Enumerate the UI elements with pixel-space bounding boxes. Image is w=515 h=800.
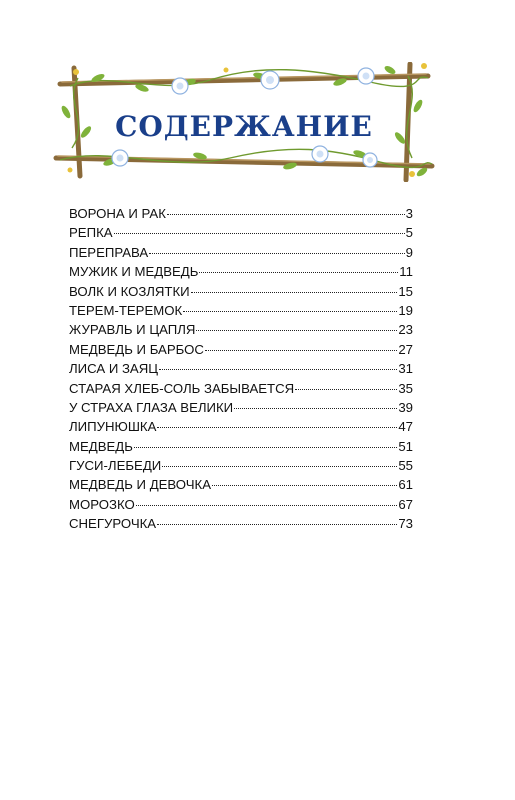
dot-leader [199,272,398,273]
toc-entry-title: РЕПКА [69,225,113,241]
dot-leader [162,466,397,467]
table-of-contents [69,204,413,534]
toc-entry-page: 19 [398,302,413,318]
dot-leader [183,311,397,312]
dot-leader [196,330,397,331]
toc-entry [69,340,413,359]
toc-entry [69,204,413,223]
toc-entry-page: 3 [405,206,413,221]
dot-leader [159,369,397,370]
toc-entry [69,301,413,320]
toc-entry [69,417,413,436]
toc-entry [69,243,413,262]
toc-entry-title: ГУСИ-ЛЕБЕДИ [69,458,162,474]
dot-leader [157,427,397,428]
dot-leader [295,389,397,390]
toc-entry-page: 47 [398,419,413,435]
dot-leader [149,253,404,254]
toc-entry [69,282,413,301]
toc-entry-title: ЛИПУНЮШКА [69,419,157,435]
toc-entry [69,359,413,378]
toc-entry-title: ВОРОНА И РАК [69,206,166,221]
page-title: СОДЕРЖАНИЕ [115,110,373,143]
toc-entry-title: МЕДВЕДЬ И БАРБОС [69,341,204,357]
dot-leader [191,292,398,293]
dot-leader [212,485,397,486]
toc-entry-page: 35 [398,380,413,396]
toc-entry-title: СНЕГУРОЧКА [69,516,157,532]
toc-entry-title: МОРОЗКО [69,496,135,512]
toc-entry-title: ТЕРЕМ-ТЕРЕМОК [69,302,183,318]
toc-entry-page: 61 [398,477,413,493]
toc-entry [69,379,413,398]
dot-leader [167,214,405,215]
toc-entry-page: 9 [405,244,413,260]
toc-entry [69,514,413,533]
toc-entry-page: 73 [398,516,413,532]
toc-entry-page: 55 [398,458,413,474]
toc-entry-title: ВОЛК И КОЗЛЯТКИ [69,283,190,299]
toc-entry-title: СТАРАЯ ХЛЕБ-СОЛЬ ЗАБЫВАЕТСЯ [69,380,295,396]
toc-entry-title: МЕДВЕДЬ И ДЕВОЧКА [69,477,212,493]
toc-entry [69,495,413,514]
title-frame [50,62,438,182]
toc-entry-title: МУЖИК И МЕДВЕДЬ [69,264,199,280]
toc-entry-page: 51 [398,438,413,454]
toc-entry-title: ПЕРЕПРАВА [69,244,149,260]
toc-entry-page: 67 [398,496,413,512]
toc-entry-title: ЛИСА И ЗАЯЦ [69,361,159,377]
dot-leader [134,447,397,448]
toc-entry [69,398,413,417]
toc-entry [69,456,413,475]
dot-leader [234,408,397,409]
toc-entry-page: 5 [405,225,413,241]
toc-entry-title: У СТРАХА ГЛАЗА ВЕЛИКИ [69,399,234,415]
toc-entry-page: 39 [398,399,413,415]
toc-entry-page: 15 [398,283,413,299]
dot-leader [157,524,397,525]
toc-entry [69,475,413,494]
toc-entry [69,223,413,242]
toc-entry [69,320,413,339]
toc-entry [69,262,413,281]
dot-leader [205,350,397,351]
dot-leader [114,233,405,234]
toc-entry-page: 23 [398,322,413,338]
dot-leader [136,505,398,506]
toc-entry-page: 11 [399,264,413,280]
toc-entry-title: ЖУРАВЛЬ И ЦАПЛЯ [69,322,196,338]
toc-entry [69,437,413,456]
toc-entry-page: 27 [398,341,413,357]
toc-entry-title: МЕДВЕДЬ [69,438,133,454]
toc-entry-page: 31 [398,361,413,377]
